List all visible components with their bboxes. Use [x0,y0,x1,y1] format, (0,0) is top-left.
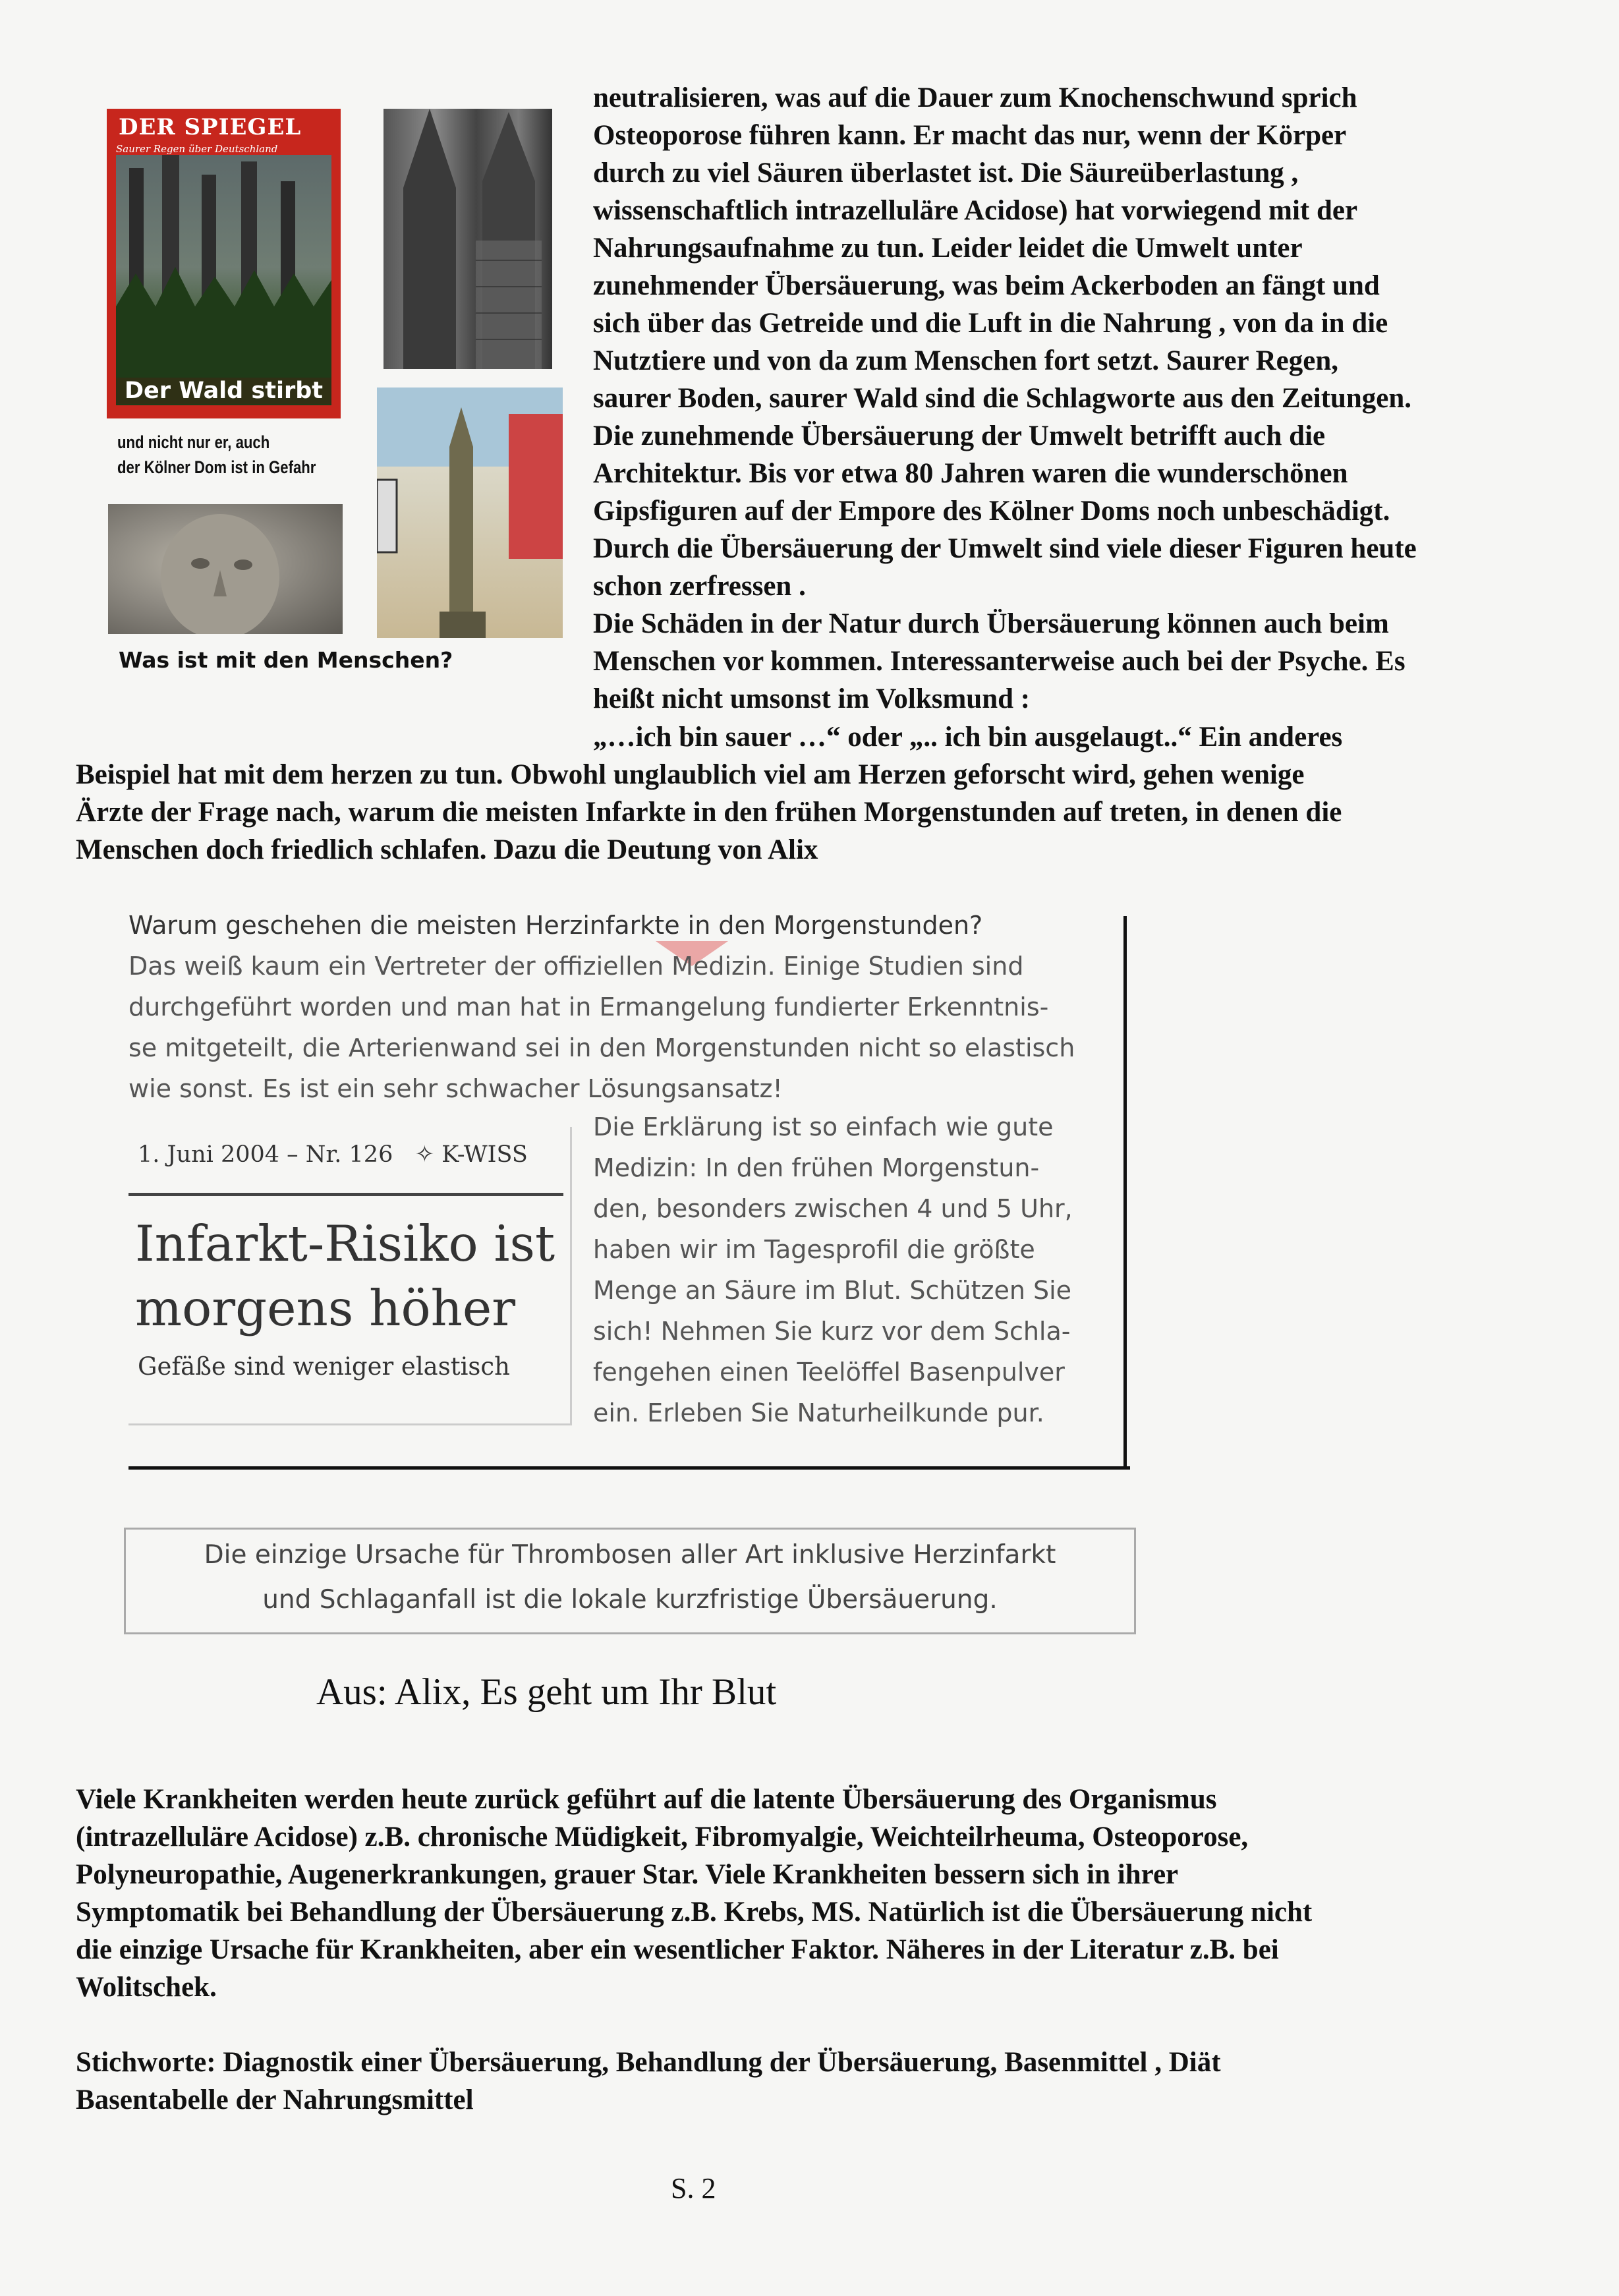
clipping-right-line: haben wir im Tagesprofil die größte [593,1235,1035,1264]
text-line: sich über das Getreide und die Luft in die Nahrung , von da in die [593,308,1388,339]
text-line: saurer Boden, saurer Wald sind die Schlagworte aus den Zeitungen. [593,383,1412,414]
newspaper-rule [128,1193,563,1196]
text-line: Symptomatik bei Behandlung der Übersäuerung z.B. Krebs, MS. Natürlich ist die Übersäuerung nicht [76,1897,1313,1928]
spiegel-masthead: DER SPIEGEL [119,114,302,140]
clipping-intro-line: se mitgeteilt, die Arterienwand sei in den Morgenstunden nicht so elastisch [128,1033,1075,1062]
clipping-right-line: sich! Nehmen Sie kurz vor dem Schla- [593,1317,1071,1346]
text-line: „…ich bin sauer …“ oder „.. ich bin ausgelaugt..“ Ein anderes [593,722,1343,753]
clipping-right-line: Medizin: In den frühen Morgenstun- [593,1153,1040,1182]
page-number: S. 2 [671,2172,716,2204]
text-line: Viele Krankheiten werden heute zurück geführt auf die latente Übersäuerung des Organismus [76,1784,1217,1815]
quote-line: Die einzige Ursache für Thrombosen aller Art inklusive Herzinfarkt [204,1540,1056,1570]
text-line: Beispiel hat mit dem herzen zu tun. Obwohl unglaublich viel am Herzen geforscht wird, gehen wenige [76,759,1305,790]
text-line: Architektur. Bis vor etwa 80 Jahren waren die wunderschönen [593,458,1348,489]
clipping-border [1123,916,1127,1470]
clipping-border [128,1466,1130,1470]
text-line: Gipsfiguren auf der Empore des Kölner Doms noch unbeschädigt. [593,496,1390,527]
text-line: heißt nicht umsonst im Volksmund : [593,683,1031,714]
thrombosis-quote-box [124,1528,1136,1634]
spiegel-subtitle: Saurer Regen über Deutschland [116,143,278,155]
cathedral-caption-line: der Kölner Dom ist in Gefahr [117,457,316,477]
clipping-right-line: Die Erklärung ist so einfach wie gute [593,1112,1054,1141]
cathedral-caption-line: und nicht nur er, auch [117,432,270,452]
text-line: Durch die Übersäuerung der Umwelt sind viele dieser Figuren heute [593,533,1417,564]
text-line: neutralisieren, was auf die Dauer zum Knochenschwund sprich [593,82,1357,113]
clipping-heading: Warum geschehen die meisten Herzinfarkte in den Morgenstunden? [128,911,983,940]
text-line: Basentabelle der Nahrungsmittel [76,2084,474,2115]
newspaper-title [135,1211,555,1340]
newspaper-section: ✧ K-WISS [414,1141,528,1168]
text-line: Nutztiere und von da zum Menschen fort setzt. Saurer Regen, [593,345,1339,376]
text-line: durch zu viel Säuren überlastet ist. Die Säureüberlastung , [593,158,1299,188]
newspaper-date: 1. Juni 2004 – Nr. 126 ✧ K-WISS [138,1141,528,1168]
clipping-intro-line: durchgeführt worden und man hat in Ermangelung fundierter Erkenntnis- [128,992,1049,1021]
people-caption: Was ist mit den Menschen? [119,647,453,673]
text-line: Menschen doch friedlich schlafen. Dazu die Deutung von Alix [76,834,818,865]
text-line: Stichworte: Diagnostik einer Übersäuerung, Behandlung der Übersäuerung, Basenmittel , Diät [76,2047,1221,2078]
text-line: schon zerfressen . [593,571,806,602]
text-line: Polyneuropathie, Augenerkrankungen, grauer Star. Viele Krankheiten bessern sich in ihrer [76,1859,1179,1890]
source-citation: Aus: Alix, Es geht um Ihr Blut [316,1671,777,1713]
clipping-right-line: ein. Erleben Sie Naturheilkunde pur. [593,1398,1044,1427]
text-line: Die Schäden in der Natur durch Übersäuerung können auch beim [593,608,1389,639]
damaged-statue-photo [377,387,563,638]
spiegel-cover-image [107,109,341,418]
clipping-right-line: den, besonders zwischen 4 und 5 Uhr, [593,1194,1073,1223]
text-line: Ärzte der Frage nach, warum die meisten Infarkte in den frühen Morgenstunden auf treten, in denen die [76,797,1342,828]
spiegel-headline: Der Wald stirbt [116,378,331,404]
cathedral-caption [117,430,316,480]
newspaper-title-line: Infarkt-Risiko ist [135,1215,555,1273]
newspaper-subtitle: Gefäße sind weniger elastisch [138,1352,510,1381]
text-line: Osteoporose führen kann. Er macht das nur, wenn der Körper [593,120,1347,151]
eroded-face-sculpture-photo [108,504,343,634]
quote-line: und Schlaganfall ist die lokale kurzfristige Übersäuerung. [262,1585,998,1615]
cologne-cathedral-photo [383,109,552,369]
text-line: die einzige Ursache für Krankheiten, aber ein wesentlicher Faktor. Näheres in der Literatur z.B. bei [76,1934,1279,1965]
text-line: wissenschaftlich intrazelluläre Acidose) hat vorwiegend mit der [593,195,1358,226]
clipping-intro-line: Das weiß kaum ein Vertreter der offiziellen Medizin. Einige Studien sind [128,952,1024,981]
text-line: (intrazelluläre Acidose) z.B. chronische Müdigkeit, Fibromyalgie, Weichteilrheuma, Osteoporose, [76,1822,1249,1852]
text-line: zunehmender Übersäuerung, was beim Ackerboden an fängt und [593,270,1380,301]
clipping-right-line: Menge an Säure im Blut. Schützen Sie [593,1276,1072,1305]
text-line: Nahrungsaufnahme zu tun. Leider leidet die Umwelt unter [593,233,1303,264]
newspaper-title-line: morgens höher [135,1279,516,1337]
text-line: Die zunehmende Übersäuerung der Umwelt betrifft auch die [593,420,1326,451]
forest-smokestacks-picture [116,155,331,405]
clipping-right-line: fengehen einen Teelöffel Basenpulver [593,1358,1065,1387]
newspaper-cutout [128,1127,572,1425]
book-clipping [115,903,1127,1470]
text-line: Wolitschek. [76,1972,217,2003]
text-line: Menschen vor kommen. Interessanterweise auch bei der Psyche. Es [593,646,1406,677]
clipping-intro-line: wie sonst. Es ist ein sehr schwacher Lösungsansatz! [128,1074,783,1103]
